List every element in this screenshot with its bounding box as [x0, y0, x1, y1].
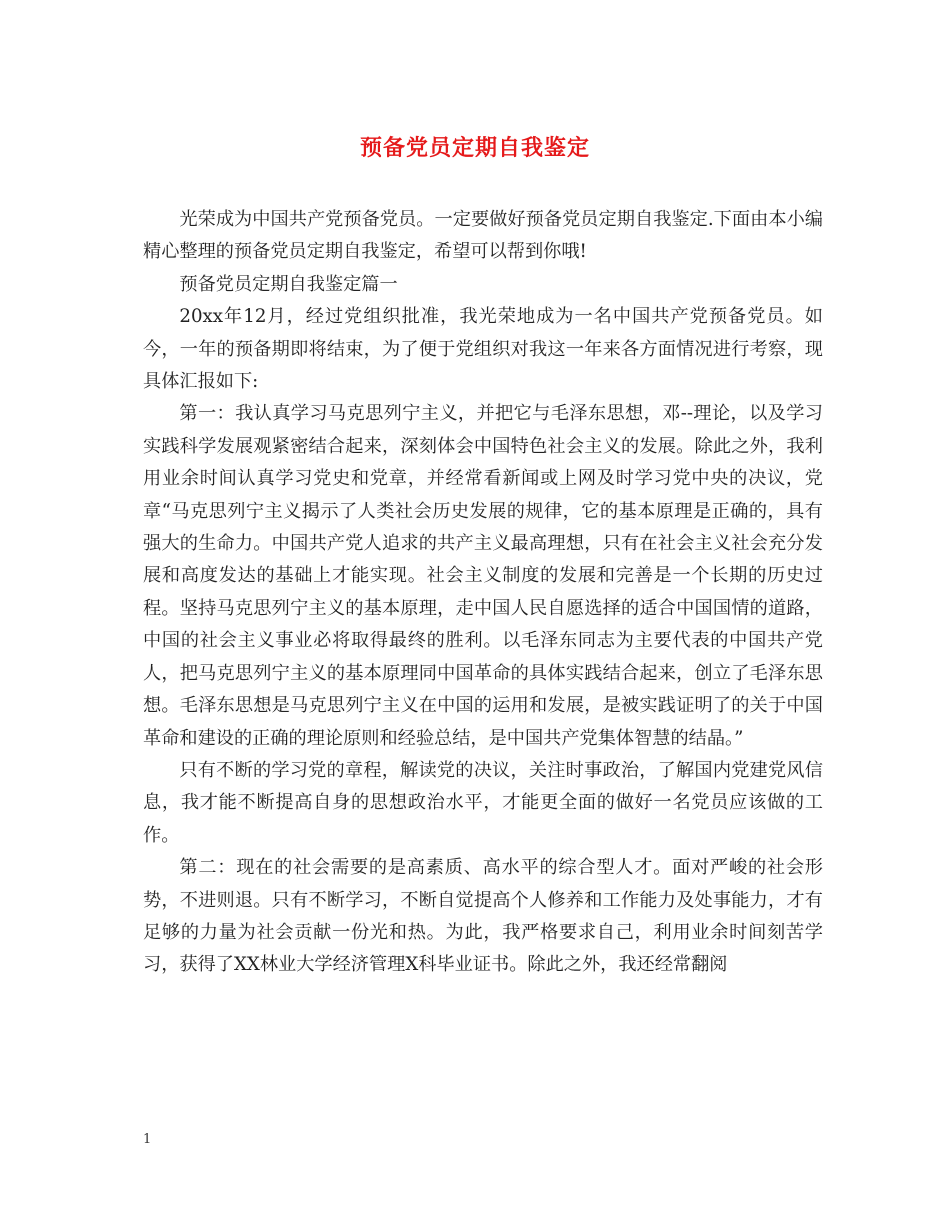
intro-paragraph: 光荣成为中国共产党预备党员。一定要做好预备党员定期自我鉴定.下面由本小编精心整理的预备党员定期自我鉴定，希望可以帮到你哦! [143, 209, 823, 263]
body-paragraph: 第一：我认真学习马克思列宁主义，并把它与毛泽东思想，邓--理论，以及学习实践科学发展观紧密结合起来，深刻体会中国特色社会主义的发展。除此之外，我利用业余时间认真学习党史和党章，并经常看新闻或上网及时学习党中央的决议，党章“马克思列宁主义揭示了人类社会历史发展的规律，它的基本原理是正确的，具有强大的生命力。中国共产党人追求的共产主义最高理想，只有在社会主义社会充分发展和高度发达的基础上才能实现。社会主义制度的发展和完善是一个长期的历史过程。坚持马克思列宁主义的基本原理，走中国人民自愿选择的适合中国国情的道路，中国的社会主义事业必将取得最终的胜利。以毛泽东同志为主要代表的中国共产党人，把马克思列宁主义的基本原理同中国革命的具体实践结合起来，创立了毛泽东思想。毛泽东思想是马克思列宁主义在中国的运用和发展，是被实践证明了的关于中国革命和建设的正确的理论原则和经验总结，是中国共产党集体智慧的结晶。” [143, 403, 823, 749]
section-heading: 预备党员定期自我鉴定篇一 [179, 273, 398, 295]
body-paragraph: 第二：现在的社会需要的是高素质、高水平的综合型人才。面对严峻的社会形势，不进则退。只有不断学习，不断自觉提高个人修养和工作能力及处事能力，才有足够的力量为社会贡献一份光和热。为此，我严格要求自己，利用业余时间刻苦学习，获得了XX林业大学经济管理X科毕业证书。除此之外，我还经常翻阅 [143, 857, 823, 976]
document-body [143, 204, 823, 982]
document-title: 预备党员定期自我鉴定 [359, 135, 590, 161]
body-paragraph: 20xx年12月，经过党组织批准，我光荣地成为一名中国共产党预备党员。如今，一年的预备期即将结束，为了便于党组织对我这一年来各方面情况进行考察，现具体汇报如下: [143, 306, 823, 393]
body-paragraph: 只有不断的学习党的章程，解读党的决议，关注时事政治，了解国内党建党风信息，我才能不断提高自身的思想政治水平，才能更全面的做好一名党员应该做的工作。 [143, 759, 823, 846]
page-number: 1 [143, 1132, 152, 1147]
